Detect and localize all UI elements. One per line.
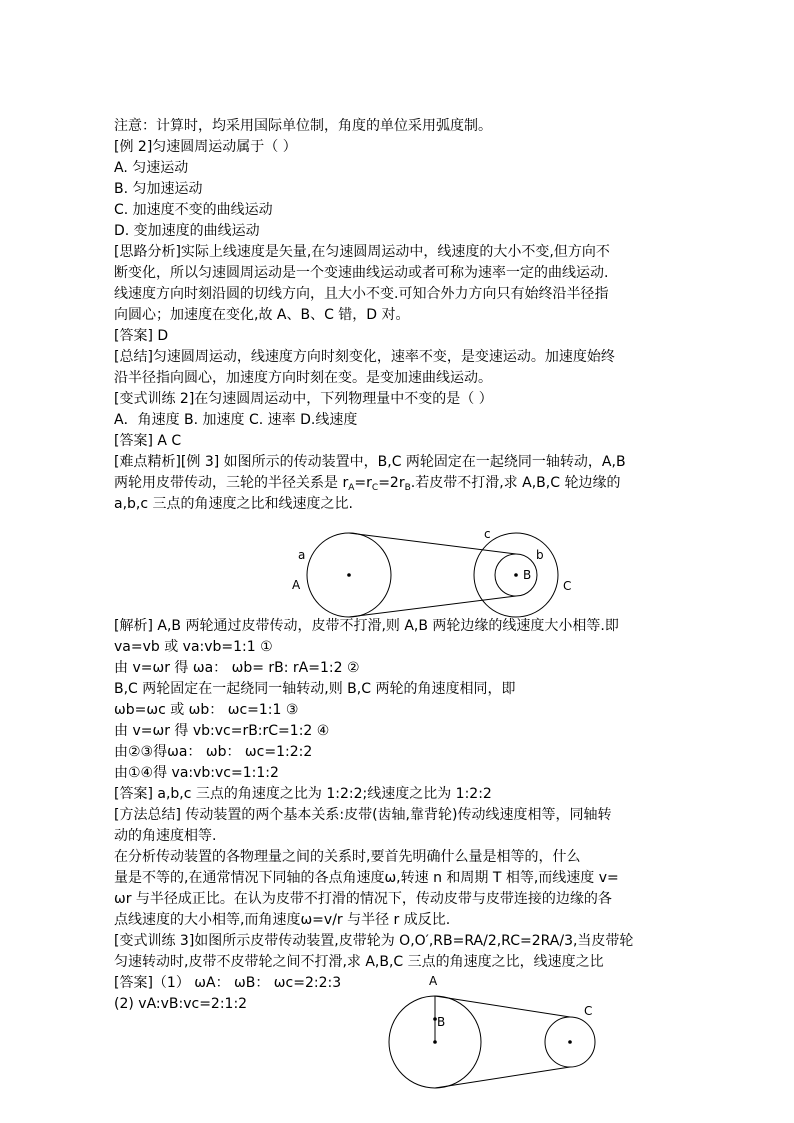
subscript-C: C: [371, 483, 379, 493]
example3-text-a: 两轮用皮带传动，三轮的半径关系是 r: [114, 475, 349, 491]
belt2-bottom: [435, 1067, 570, 1088]
solution-line-3: 由 v=ωr 得 ωa： ωb= rB: rA=1:2 ②: [114, 660, 360, 676]
fig1-label-C: C: [563, 579, 572, 593]
exercise2-options: A．角速度 B. 加速度 C. 速率 D.线速度: [114, 412, 358, 428]
wheel-A-center-dot: [433, 1040, 437, 1044]
fig2-label-B: B: [437, 1015, 446, 1029]
option-b: B. 匀加速运动: [114, 181, 203, 197]
fig2-label-A: A: [429, 974, 438, 988]
exercise3-line-2: 匀速转动时,皮带不皮带轮之间不打滑,求 A,B,C 三点的角速度之比，线速度之比: [114, 954, 604, 970]
fig2-label-C: C: [584, 1004, 593, 1018]
fig1-label-B: B: [523, 568, 532, 582]
answer-exercise3-1: [答案]（1） ωA： ωB： ωc=2:2:3: [114, 975, 342, 991]
method-summary-1: [方法总结] 传动装置的两个基本关系:皮带(齿轴,靠背轮)传动线速度相等，同轴转: [114, 807, 612, 823]
fig1-label-a: a: [298, 548, 306, 562]
belt-bottom: [349, 596, 516, 617]
answer-exercise2: [答案] A C: [114, 433, 182, 449]
subscript-B: B: [404, 483, 411, 493]
option-a: A. 匀速运动: [114, 160, 189, 176]
summary-line-1: [总结]匀速圆周运动，线速度方向时刻变化，速率不变，是变速运动。加速度始终: [114, 349, 615, 365]
fig1-label-c: c: [484, 527, 491, 541]
fig1-label-b: b: [536, 548, 544, 562]
answer-example2: [答案] D: [114, 328, 169, 344]
method-summary-2: 动的角速度相等.: [114, 828, 217, 844]
subscript-A: A: [348, 483, 355, 493]
fig1-label-A: A: [292, 578, 301, 592]
note-line: 注意：计算时，均采用国际单位制，角度的单位采用弧度制。: [114, 118, 492, 134]
example3-line-3: a,b,c 三点的角速度之比和线速度之比.: [114, 496, 353, 512]
paragraph-line-3: ωr 与半径成正比。在认为皮带不打滑的情况下，传动皮带与皮带连接的边缘的各: [114, 891, 612, 907]
example3-text-g: .若皮带不打滑,求 A,B,C 轮边缘的: [410, 475, 621, 491]
solution-line-6: 由 v=ωr 得 vb:vc=rB:rC=1:2 ④: [114, 723, 330, 739]
summary-line-2: 沿半径指向圆心，加速度方向时刻在变。是变加速曲线运动。: [114, 370, 492, 386]
solution-line-4: B,C 两轮固定在一起绕同一轴转动,则 B,C 两轮的角速度相同，即: [114, 681, 516, 697]
belt-drive-figure-1: [280, 520, 600, 630]
example3-line-1: [难点精析][例 3] 如图所示的传动装置中，B,C 两轮固定在一起绕同一轴转动，A,B: [114, 454, 626, 470]
wheel-A-center: [347, 573, 351, 577]
analysis-line-2: 断变化，所以匀速圆周运动是一个变速曲线运动或者可称为速率一定的曲线运动.: [114, 265, 609, 281]
analysis-line-3: 线速度方向时刻沿圆的切线方向，且大小不变.可知合外力方向只有始终沿半径指: [114, 286, 609, 302]
answer-exercise3-2: (2) vA:vB:vc=2:1:2: [114, 996, 248, 1012]
solution-line-2: va=vb 或 va:vb=1:1 ①: [114, 639, 273, 655]
belt-top: [349, 533, 516, 554]
belt2-top: [435, 996, 570, 1017]
paragraph-line-1: 在分析传动装置的各物理量之间的关系时,要首先明确什么量是相等的，什么: [114, 849, 581, 865]
example3-text-e: =2r: [378, 475, 405, 491]
wheel-small-C-center: [568, 1040, 572, 1044]
belt-drive-figure-2: [380, 985, 620, 1090]
answer-example3: [答案] a,b,c 三点的角速度之比为 1:2:2;线速度之比为 1:2:2: [114, 786, 492, 802]
exercise2-question: [变式训练 2]在匀速圆周运动中，下列物理量中不变的是（ ）: [114, 391, 493, 407]
paragraph-line-2: 量是不等的,在通常情况下同轴的各点角速度ω,转速 n 和周期 T 相等,而线速度 v=: [114, 870, 619, 886]
option-d: D. 变加速度的曲线运动: [114, 223, 260, 239]
analysis-line-1: [思路分析]实际上线速度是矢量,在匀速圆周运动中，线速度的大小不变,但方向不: [114, 244, 610, 260]
solution-line-8: 由①④得 va:vb:vc=1:1:2: [114, 765, 279, 781]
example2-question: [例 2]匀速圆周运动属于（ ）: [114, 139, 297, 155]
analysis-line-4: 向圆心；加速度在变化,故 A、B、C 错，D 对。: [114, 307, 410, 323]
option-c: C. 加速度不变的曲线运动: [114, 202, 273, 218]
solution-line-5: ωb=ωc 或 ωb： ωc=1:1 ③: [114, 702, 299, 718]
solution-line-1: [解析] A,B 两轮通过皮带传动，皮带不打滑,则 A,B 两轮边缘的线速度大小相等.即: [114, 618, 619, 634]
exercise3-line-1: [变式训练 3]如图所示皮带传动装置,皮带轮为 O,O′,RB=RA/2,RC=2RA/3,当皮带轮: [114, 933, 634, 949]
solution-line-7: 由②③得ωa： ωb： ωc=1:2:2: [114, 744, 313, 760]
example3-text-c: =r: [354, 475, 372, 491]
wheel-B-center: [514, 573, 518, 577]
paragraph-line-4: 点线速度的大小相等,而角速度ω=v/r 与半径 r 成反比.: [114, 912, 451, 928]
